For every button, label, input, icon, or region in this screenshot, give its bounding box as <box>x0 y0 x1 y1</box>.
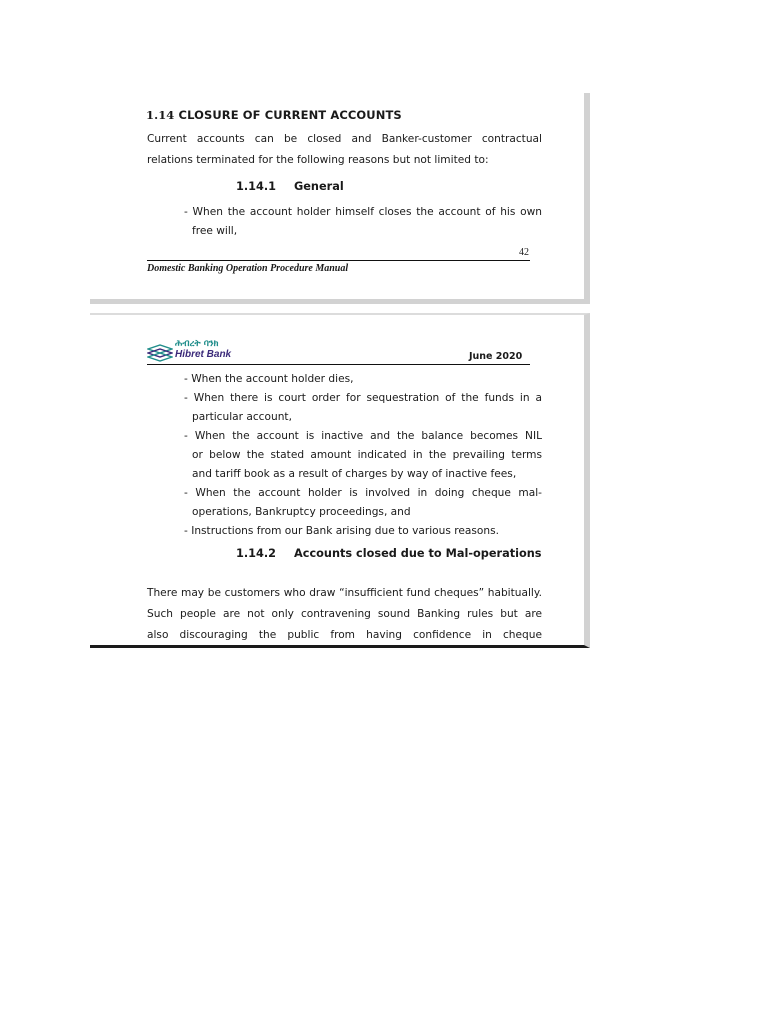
reason-line: operations, Bankruptcy proceedings, and <box>192 506 411 518</box>
header-rule <box>147 364 530 365</box>
bank-logo-icon <box>147 344 173 362</box>
header-date: June 2020 <box>469 351 523 362</box>
subsection-title: Accounts closed due to Mal-operations <box>294 547 542 560</box>
paragraph-line: also discouraging the public from having confidence in cheque <box>147 629 542 641</box>
footer-rule <box>147 260 530 261</box>
section-heading-number: 1.14 <box>146 108 175 122</box>
subsection-heading-general <box>236 180 344 193</box>
bullet-line: - When the account holder himself closes the account of his own <box>184 206 542 218</box>
reason-line: - When the account holder is involved in doing cheque mal- <box>184 487 542 499</box>
general-bullet-list <box>184 203 542 241</box>
intro-paragraph <box>147 129 542 171</box>
closure-reasons-list <box>184 370 542 541</box>
subsection-number: 1.14.2 <box>236 547 277 560</box>
page-number: 42 <box>519 247 529 258</box>
mal-operations-paragraph <box>147 583 542 646</box>
bank-logo <box>147 339 257 362</box>
reason-line: - When the account is inactive and the balance becomes NIL <box>184 430 542 442</box>
reason-line: and tariff book as a result of charges by way of inactive fees, <box>192 468 517 480</box>
bullet-line: free will, <box>192 225 238 237</box>
paragraph-line: Such people are not only contravening sound Banking rules but are <box>147 608 542 620</box>
intro-line-1: Current accounts can be closed and Banker-customer contractual <box>147 133 542 145</box>
subsection-number: 1.14.1 <box>236 180 277 193</box>
reason-line: or below the stated amount indicated in the prevailing terms <box>192 449 542 461</box>
bank-logo-name: Hibret Bank <box>175 349 232 360</box>
bank-logo-amharic: ሕብረት ባንክ <box>175 339 219 349</box>
subsection-title: General <box>294 180 344 193</box>
document-page-2 <box>90 313 590 648</box>
document-page-1 <box>90 93 590 304</box>
reason-line: - When the account holder dies, <box>184 373 354 385</box>
section-heading-text: CLOSURE OF CURRENT ACCOUNTS <box>178 108 402 122</box>
reason-line: - When there is court order for sequestration of the funds in a <box>184 392 542 404</box>
footer-title: Domestic Banking Operation Procedure Manual <box>147 263 349 274</box>
section-heading <box>146 108 402 122</box>
paragraph-line: There may be customers who draw “insufficient fund cheques” habitually. <box>147 587 542 599</box>
subsection-heading-mal-operations <box>236 547 542 560</box>
reason-line: - Instructions from our Bank arising due to various reasons. <box>184 525 499 537</box>
reason-line: particular account, <box>192 411 292 423</box>
intro-line-2: relations terminated for the following reasons but not limited to: <box>147 154 489 166</box>
